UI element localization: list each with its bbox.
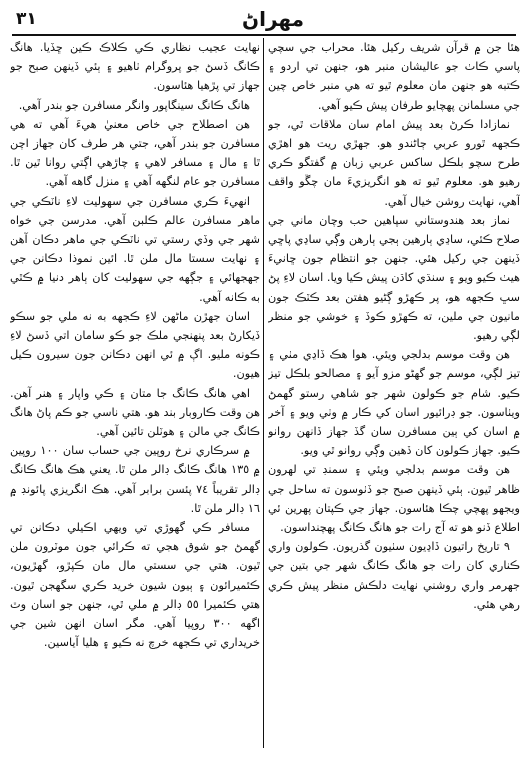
paragraph: نمازادا ڪرڻ بعد پيش امام سان ملاقات ٿي، جو ڪجهه ٿورو عربي ڄاڻندو هو. جهڙي ريت هو اهڙي طرح سچو بلڪل ساکس عربي زبان ۾ گفتگو ڪري رهيو هو. معلوم ٿيو ته هو انگريزيءَ مان چڱو واقف آهي، نهايت روشن خيال آهي. [268,117,520,208]
page-header [12,4,516,34]
paragraph: انهيءَ ڪري مسافرن جي سهوليت لاءِ ناٽڪي جي ماهر مسافرن عالم ڪلبن آهي. مدرسن جي خواه شهر جي وڏي رستي تي ناٽڪي جي ماهر دڪان آهن ۽ نهايت سستا مال ملن ٿا. ائين نموذا دڪانن جي جهجهائي ۽ جڳهه جي سهوليت کان ٻاهر دنيا ۾ ڪٿي به ڪانه آهي. [10,194,260,304]
paragraph: اسان جهڙن ماڻهن لاءِ ڪجهه به نه ملي جو سڪو ڏيکارڻ بعد پنهنجي ملڪ جو ڪو سامان اتي ڏسڻ لاءِ ڪونه مليو. اڳ ۾ ئي انهن دڪانن جون سيرون ڪيل هيون. [10,309,260,381]
paragraph: هن وقت موسم بدلجي ويئي. هوا هڪ ڏاڍي مٺي ۽ تيز لڳي، موسم جو گهڻو مزو آيو ۽ مصالحو بلڪل تيز ڪيو. شام جو ڪولون شهر جو شاهي رستو گهمڻ ويٺاسون. جو ڊرائيور اسان کي ڪار ۾ وٺي ويو ۽ آخر ۾ اسان کي ٻين مسافرن سان گڏ جهاز ڏانهن روانو ڪيو. جهاز ڪولون کان ڏهين وڳي روانو ٿي ويو. [268,348,520,458]
paragraph: ٩ تاريخ راتيون ڏاڍيون سٺيون گذريون. ڪولون واري ڪناري کان رات جو هانگ ڪانگ شهر جي بتين جي جهرمر واري روشني نهايت دلڪش منظر پيش ڪري رهي هئي. [268,540,520,611]
paragraph: نهايت عجيب نظاري ڪي ڪلاڪ ڪين ڇڏيا. هانگ ڪانگ ڏسڻ جو پروگرام ٺاهيو ۽ ٻئي ڏينهن صبح جو جهاز تي پڙهيا هئاسون. [10,41,260,93]
page-number: ٣١ [16,9,37,29]
paragraph: مسافر ڪي گهوڙي تي ويهي اڪيلي دڪانن تي گهمڻ جو شوق هجي ته ڪرائي جون موٽرون ملن ٿيون. هتي جي سستي مال مان ڪپڙو، گهڙيون، ڪئميرائون ۽ ٻيون شيون خريد ڪري سگهجن ٿيون. هتي ڪئميرا ٥٥ ڊالر ۾ ملي ٿي، جنهن جو اسان وٽ اگهه ٣٠٠ روپيا آهي. مگر اسان انهن شين جي خريداري تي ڪجهه خرچ نه ڪيو ۽ هليا آياسين. [10,521,260,650]
column-divider [263,38,264,748]
header-rule [12,34,516,36]
paragraph: اهي هانگ ڪانگ جا متان ۽ ڪي واپار ۽ هنر آهن. هن وقت ڪاروبار بند هو. هتي ناسي جو ڪم پاڻ هانگ ڪانگ جي مالن ۽ هوٽلن تائين آهي. [10,386,260,439]
right-column [268,38,520,750]
paragraph: هئا جن ۾ قرآن شريف رکيل هئا. محراب جي سچي پاسي ڪاٺ جو عاليشان منبر هو، جنهن تي اردو ۽ ڪتبه هو جنهن مان معلوم ٿيو ته هي منبر خاص چين جي مسلمانن پهچايو طرفان پيش ڪيو آهي. [268,41,520,112]
paragraph: نماز بعد هندوستاني سپاهين حب وچان ماني جي صلاح ڪئي، ساڍي ٻارهين ٻجي ٻارهن وڳي ساڍي پاڇي ڏينهن جي رکيل هئي. جنهن جو انتظام جون ڇانيءَ هيٺ ڪيو ويو ۽ سنڌي کاڌن پيش ڪيا ويا. اسان لاءِ پڻ سڀ ڪجهه هو، پر ڪهڙو ڳڻيو هفتن بعد ڪٽڪ جون مانيون جي ملين، ته ڪهڙو ڪوڏ ۽ خوشي جو منظر لڳي رهيو. [268,213,520,343]
paragraph: هن وقت موسم بدلجي ويئي ۽ سمنڊ تي لهرون ظاهر ٿيون. ٻئي ڏينهن صبح جو ڏٺوسون ته ساحل جي ويجهو پهچي چڪا هئاسون. جهاز جي ڪپتان پهرين ئي اطلاع ڏنو هو ته آج رات جو هانگ ڪانگ پهچنداسون. [268,463,520,535]
paragraph: ۾ سرڪاري نرخ روپين جي حساب سان ١٠٠ روپين ۾ ١٣٥ هانگ ڪانگ ڊالر ملن ٿا. يعني هڪ هانگ ڪانگ ڊالر تقريباً ٧٤ پئسن برابر آهي. هڪ انگريزي پائونڊ ۾ ١٦ ڊالر ملن ٿا. [10,444,260,515]
paragraph: هن اصطلاح جي خاص معنيٰ هيءَ آهي ته هي مسافرن جو بندر آهي، جتي هر طرف کان جهاز اچن ٿا ۽ مال ۽ مسافر لاهي ۽ چاڙهي اڳتي روانا ٿين ٿا. مسافرن جو عام لنگهه آهي ۽ منزل گاهه آهي. [10,117,260,189]
left-column [10,38,260,750]
paragraph: هانگ ڪانگ سينگاپور وانگر مسافرن جو بندر آهي. [18,98,250,112]
running-title: مهراڻ [242,7,304,31]
